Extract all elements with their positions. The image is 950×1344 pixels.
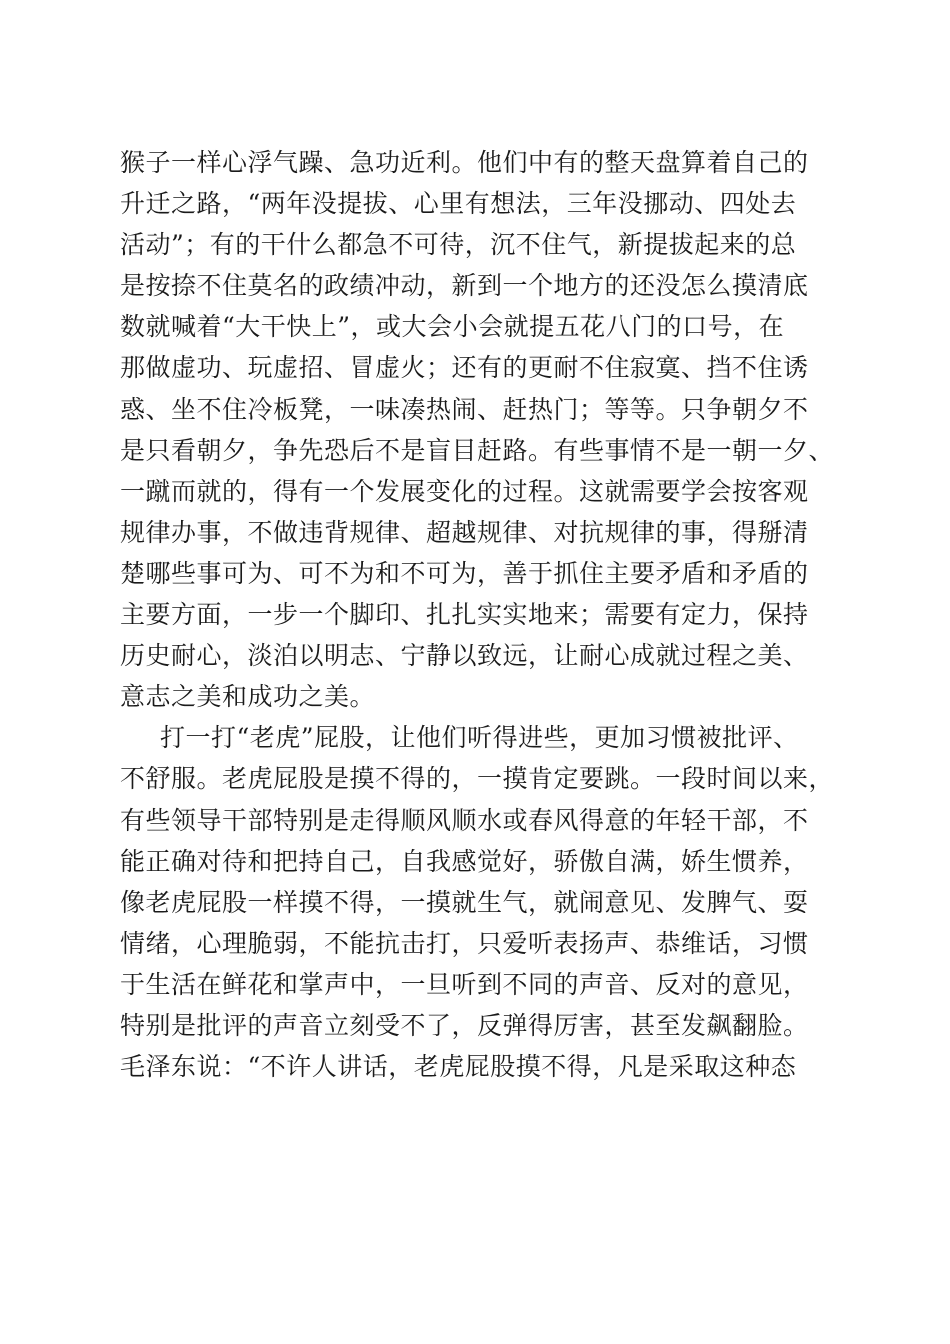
- text-line: 那做虚功、玩虚招、冒虚火；还有的更耐不住寂寞、挡不住诱: [120, 353, 809, 383]
- text-line: 猴子一样心浮气躁、急功近利。他们中有的整天盘算着自己的: [120, 148, 809, 177]
- text-line: 特别是批评的声音立刻受不了，反弹得厉害，甚至发飙翻脸。: [120, 1010, 809, 1040]
- text-line: 打一打“老虎”屁股，让他们听得进些，更加习惯被批评、: [160, 723, 799, 753]
- paragraph: [120, 142, 840, 717]
- text-line: 于生活在鲜花和掌声中，一旦听到不同的声音、反对的意见，: [120, 969, 809, 999]
- text-line: 活动”；有的干什么都急不可待，沉不住气，新提拔起来的总: [120, 230, 797, 260]
- text-line: 像老虎屁股一样摸不得，一摸就生气，就闹意见、发脾气、耍: [120, 887, 809, 917]
- text-line: 情绪，心理脆弱，不能抗击打，只爱听表扬声、恭维话，习惯: [120, 928, 809, 958]
- text-line: 是只看朝夕，争先恐后不是盲目赶路。有些事情不是一朝一夕、: [120, 435, 835, 465]
- body-text: [120, 142, 840, 1087]
- text-line: 数就喊着“大干快上”，或大会小会就提五花八门的口号，在: [120, 312, 785, 342]
- text-line: 一蹴而就的，得有一个发展变化的过程。这就需要学会按客观: [120, 476, 809, 506]
- text-line: 主要方面，一步一个脚印、扎扎实实地来；需要有定力，保持: [120, 600, 809, 630]
- text-line: 有些领导干部特别是走得顺风顺水或春风得意的年轻干部，不: [120, 805, 809, 835]
- paragraph: [120, 717, 840, 1087]
- text-line: 意志之美和成功之美。: [120, 682, 376, 712]
- text-line: 是按捺不住莫名的政绩冲动，新到一个地方的还没怎么摸清底: [120, 271, 809, 301]
- text-line: 能正确对待和把持自己，自我感觉好，骄傲自满，娇生惯养，: [120, 846, 809, 876]
- text-line: 惑、坐不住冷板凳，一味凑热闹、赶热门；等等。只争朝夕不: [120, 394, 809, 424]
- text-line: 毛泽东说：“不许人讲话，老虎屁股摸不得，凡是采取这种态: [120, 1052, 797, 1082]
- text-line: 楚哪些事可为、可不为和不可为，善于抓住主要矛盾和矛盾的: [120, 558, 809, 588]
- text-line: 不舒服。老虎屁股是摸不得的，一摸肯定要跳。一段时间以来，: [120, 764, 835, 794]
- text-line: 历史耐心，淡泊以明志、宁静以致远，让耐心成就过程之美、: [120, 641, 809, 671]
- text-line: 规律办事，不做违背规律、超越规律、对抗规律的事，得掰清: [120, 517, 809, 547]
- text-line: 升迁之路，“两年没提拔、心里有想法，三年没挪动、四处去: [120, 189, 797, 219]
